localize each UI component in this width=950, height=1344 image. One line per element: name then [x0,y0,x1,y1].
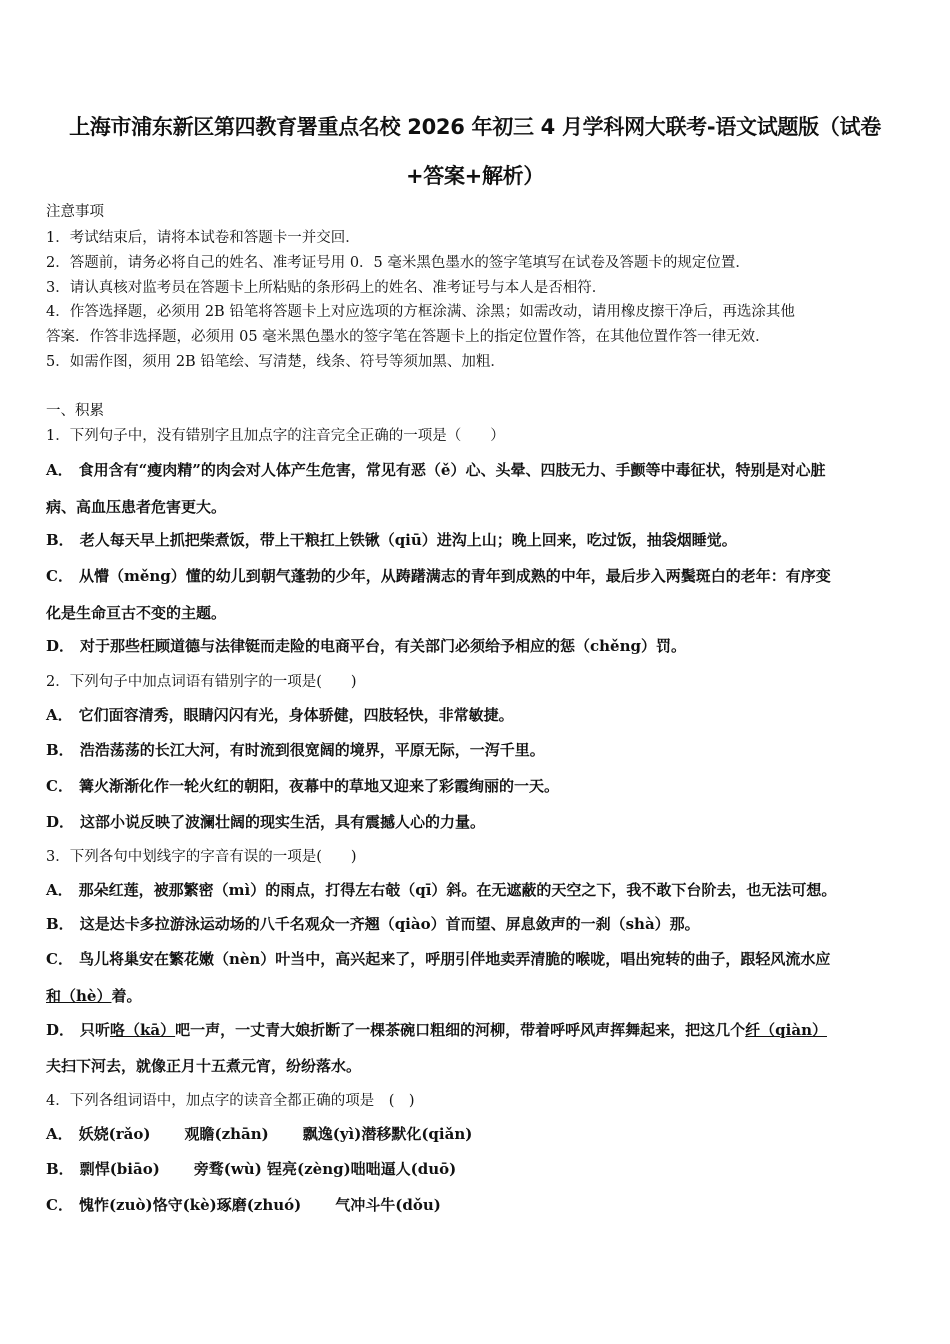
question-1-option-c [46,566,831,586]
option-text: 从懵（měng）懂的幼儿到朝气蓬勃的少年，从踌躇满志的青年到成熟的中年，最后步入两鬓斑白的老年：有序变 [78,567,831,585]
section-heading: 一、积累 [46,403,104,419]
option-label: B． [46,741,74,759]
option-label: A． [46,1125,73,1143]
option-label: D． [46,1021,75,1039]
question-4-option-b [46,1159,456,1179]
underlined-text: 纤（qiàn） [745,1021,827,1039]
exam-title-line-1: 上海市浦东新区第四教育署重点名校 2026 年初三 4 月学科网大联考-语文试题版（试卷 [69,115,881,139]
option-text: 剽悍(biāo) [79,1160,160,1178]
option-label: D． [46,637,75,655]
option-text: 妖娆(rǎo) [78,1125,151,1143]
notice-item: 4．作答选择题，必须用 2B 铅笔将答题卡上对应选项的方框涂满、涂黑；如需改动，请用橡皮擦干净后，再选涂其他 [46,304,795,320]
option-text: 着。 [111,987,142,1005]
option-label: C． [46,950,73,968]
question-3-option-d-cont: 夫扫下河去，就像正月十五煮元宵，纷纷落水。 [46,1057,362,1075]
question-3-option-d [46,1020,827,1040]
notice-item: 2．答题前，请务必将自己的姓名、准考证号用 0．5 毫米黑色墨水的签字笔填写在试卷及答题卡的规定位置． [46,255,750,271]
question-3-option-c-cont [46,986,141,1006]
option-text: 这部小说反映了波澜壮阔的现实生活，具有震撼人心的力量。 [80,813,486,831]
option-text: 浩浩荡荡的长江大河，有时流到很宽阔的境界，平原无际，一泻千里。 [79,741,545,759]
question-3-option-a [46,880,836,900]
notice-item: 5．如需作图，须用 2B 铅笔绘、写清楚，线条、符号等须加黑、加粗． [46,354,505,370]
question-1-option-d [46,636,686,656]
option-label: A． [46,706,73,724]
option-label: B． [46,531,74,549]
question-3-option-b [46,914,700,934]
option-label: A． [46,881,73,899]
question-1-stem: 1．下列句子中，没有错别字且加点字的注音完全正确的一项是（ ） [46,428,505,444]
option-text: 气冲斗牛(dǒu) [335,1196,441,1214]
question-1-option-b [46,530,737,550]
underlined-text: 和（hè） [46,987,112,1005]
question-3-option-c [46,949,830,969]
notice-heading: 注意事项 [46,204,104,220]
option-text: 食用含有“瘦肉精”的肉会对人体产生危害，常见有恶（ě）心、头晕、四肢无力、手颤等中毒征状，特别是对心脏 [78,461,826,479]
question-2-stem: 2．下列句子中加点词语有错别字的一项是( ) [46,674,357,690]
question-1-option-a [46,460,825,480]
option-label: D． [46,813,75,831]
option-text: 这是达卡多拉游泳运动场的八千名观众一齐翘（qiào）首而望、屏息敛声的一刹（shà）那。 [79,915,700,933]
exam-title-line-2: +答案+解析） [405,164,545,188]
option-label: C． [46,777,73,795]
option-text: 鸟儿将巢安在繁花嫩（nèn）叶当中，高兴起来了，呼朋引伴地卖弄清脆的喉咙，唱出宛转的曲子，跟轻风流水应 [78,950,831,968]
option-text: 老人每天早上抓把柴煮饭，带上干粮扛上铁锹（qiū）进沟上山；晚上回来，吃过饭，抽袋烟睡觉。 [79,531,737,549]
question-2-option-a [46,705,514,725]
question-2-option-b [46,740,545,760]
option-label: B． [46,915,74,933]
option-text: 对于那些枉顾道德与法律铤而走险的电商平台，有关部门必须给予相应的惩（chěng）罚。 [80,637,686,655]
underlined-text: 咯（kā） [110,1021,176,1039]
question-2-option-c [46,776,559,796]
question-4-stem: 4．下列各组词语中，加点字的读音全都正确的项是 ( ) [46,1093,415,1109]
notice-item: 1．考试结束后，请将本试卷和答题卡一并交回． [46,230,360,246]
option-text: 那朵红莲，被那繁密（mì）的雨点，打得左右攲（qī）斜。在无遮蔽的天空之下，我不敢下台阶去，也无法可想。 [78,881,837,899]
question-2-option-d [46,812,485,832]
notice-item: 3．请认真核对监考员在答题卡上所粘贴的条形码上的姓名、准考证号与本人是否相符． [46,280,607,296]
question-4-option-c [46,1195,441,1215]
option-text: 吧一声，一丈青大娘折断了一棵茶碗口粗细的河柳，带着呼呼风声挥舞起来，把这几个 [175,1021,746,1039]
option-text: 愧怍(zuò)恪守(kè)琢磨(zhuó) [78,1196,302,1214]
notice-item: 答案．作答非选择题，必须用 05 毫米黑色墨水的签字笔在答题卡上的指定位置作答，在其他位置作答一律无效． [46,329,770,345]
option-label: C． [46,1196,73,1214]
option-text: 旁骛(wù) 锃亮(zèng)咄咄逼人(duō) [193,1160,457,1178]
question-1-option-a-cont: 病、高血压患者危害更大。 [46,498,227,516]
option-text: 飘逸(yì)潜移默化(qiǎn) [302,1125,473,1143]
question-3-stem: 3．下列各句中划线字的字音有误的一项是( ) [46,849,357,865]
option-label: B． [46,1160,74,1178]
option-text: 篝火渐渐化作一轮火红的朝阳，夜幕中的草地又迎来了彩霞绚丽的一天。 [78,777,559,795]
question-1-option-c-cont: 化是生命亘古不变的主题。 [46,604,227,622]
option-text: 只听 [80,1021,111,1039]
option-text: 观瞻(zhān) [184,1125,269,1143]
option-text: 它们面容清秀，眼睛闪闪有光，身体骄健，四肢轻快，非常敏捷。 [78,706,514,724]
option-label: C． [46,567,73,585]
option-label: A． [46,461,73,479]
question-4-option-a [46,1124,472,1144]
